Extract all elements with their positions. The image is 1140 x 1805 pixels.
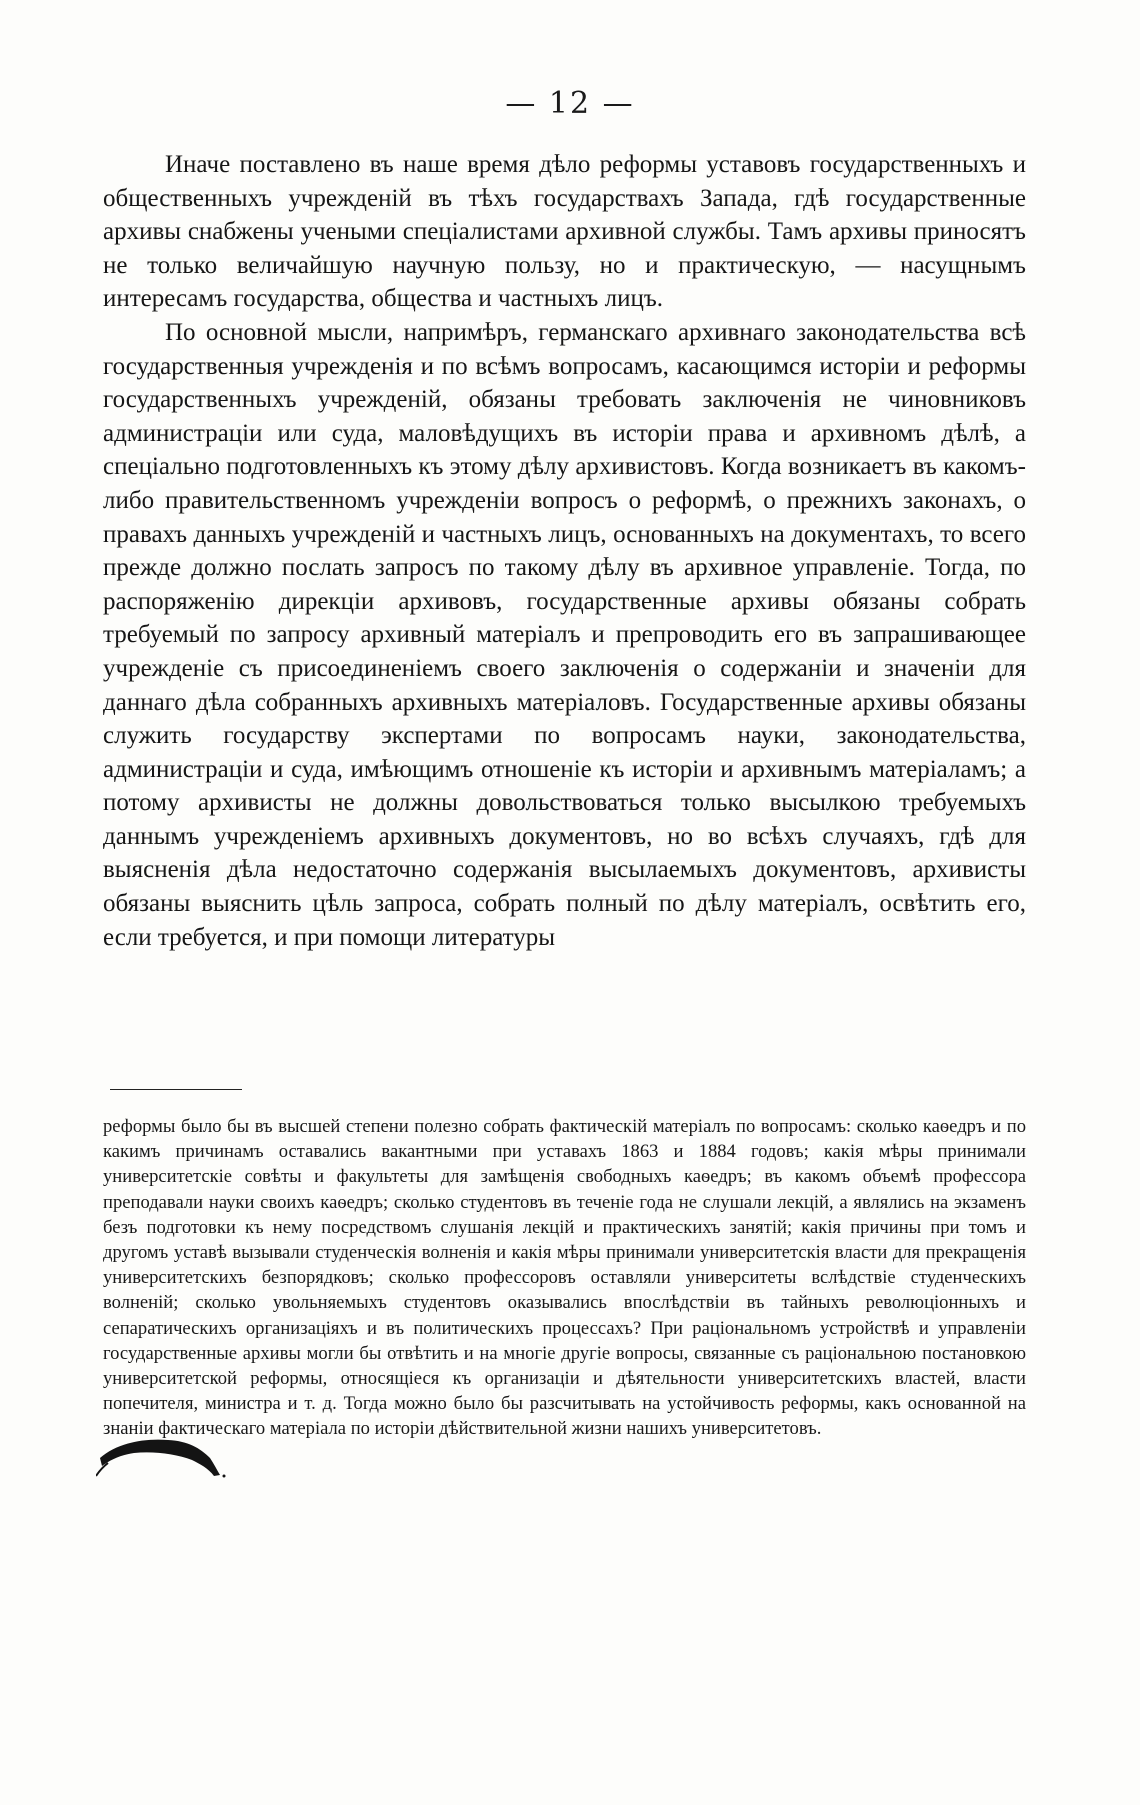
- paragraph: Иначе поставлено въ наше время дѣло реформы уставовъ государственныхъ и общественныхъ учрежденій въ тѣхъ государствахъ Запада, гдѣ государственные архивы снабжены учеными спеціалистами архивной службы. Тамъ архивы приносятъ не только величайшую научную пользу, но и практическую, — насущнымъ интересамъ государства, общества и частныхъ лицъ.: [103, 151, 1026, 313]
- page-number: — 12 —: [505, 86, 635, 121]
- ink-stain-mark: [96, 1418, 236, 1478]
- footnote: [103, 1114, 1026, 1442]
- footnote-text: реформы было бы въ высшей степени полезно собрать фактическій матеріалъ по вопросамъ: сколько каѳедръ и по какимъ причинамъ оставались вакантными при уставахъ 1863 и 1884 годовъ; какія мѣры принимали университетскіе совѣты и факультеты для замѣщенія свободныхъ каѳедръ; въ какомъ объемѣ профессора преподавали науки своихъ каѳедръ; сколько студентовъ въ теченіе года не слушали лекцій, а являлись на экзаменъ безъ подготовки къ нему посредствомъ слушанія лекцій и практическихъ занятій; какія причины при томъ и другомъ уставѣ вызывали студенческія волненія и какія мѣры принимали университетскія власти для прекращенія университетскихъ безпорядковъ; сколько профессоровъ оставляли университеты вслѣдствіе студенческихъ волненій; сколько увольняемыхъ студентовъ оказывались впослѣдствіи въ тайныхъ революціонныхъ и сепаратическихъ организаціяхъ и въ политическихъ процессахъ? При раціональномъ устройствѣ и управленіи государственные архивы могли бы отвѣтить и на многіе другіе вопросы, связанные съ раціональною постановкою университетской реформы, относящіеся къ организаціи и дѣятельности университетскихъ властей, власти попечителя, министра и т. д. Тогда можно было бы разсчитывать на устойчивость реформы, какъ основанной на знаніи фактическаго матеріала по исторіи дѣйствительной жизни нашихъ университетовъ.: [103, 1116, 1026, 1440]
- paragraph: По основной мысли, напримѣръ, германскаго архивнаго законодательства всѣ государственныя учрежденія и по всѣмъ вопросамъ, касающимся исторіи и реформы государственныхъ учрежденій, обязаны требовать заключенія не чиновниковъ администраціи или суда, маловѣдущихъ въ исторіи права и архивномъ дѣлѣ, а спеціально подготовленныхъ къ этому дѣлу архивистовъ. Когда возникаетъ въ какомъ-либо правительственномъ учрежденіи вопросъ о реформѣ, о прежнихъ законахъ, о правахъ данныхъ учрежденій и частныхъ лицъ, основанныхъ на документахъ, то всего прежде должно послать запросъ по такому дѣлу въ архивное управленіе. Тогда, по распоряженію дирекціи архивовъ, государственные архивы обязаны собрать требуемый по запросу архивный матеріалъ и препроводить его въ запрашивающее учрежденіе съ присоединеніемъ своего заключенія о содержаніи и значеніи для даннаго дѣла собранныхъ архивныхъ матеріаловъ. Государственные архивы обязаны служить государству экспертами по вопросамъ науки, законодательства, администраціи и суда, имѣющимъ отношеніе къ исторіи и архивнымъ матеріаламъ; а потому архивисты не должны довольствоваться только высылкою требуемыхъ даннымъ учрежденіемъ архивныхъ документовъ, но во всѣхъ случаяхъ, гдѣ для выясненія дѣла недостаточно содержанія высылаемыхъ документовъ, архивисты обязаны выяснить цѣль запроса, собрать полный по дѣлу матеріалъ, освѣтить его, если требуется, и при помощи литературы: [103, 318, 1026, 951]
- main-text: [103, 148, 1026, 954]
- footnote-divider: [110, 1089, 242, 1090]
